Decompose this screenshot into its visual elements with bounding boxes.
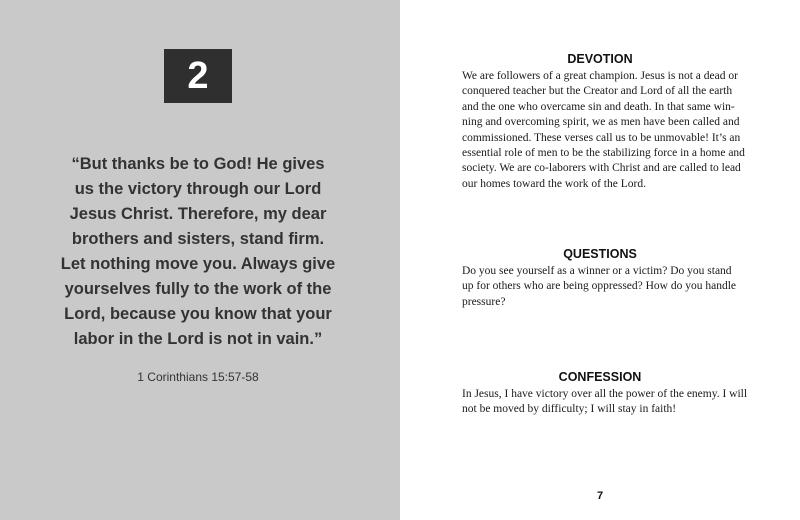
right-page xyxy=(400,0,800,520)
questions-body xyxy=(462,264,756,310)
quote-line: Jesus Christ. Therefore, my dear xyxy=(69,205,327,223)
quote-line: “But thanks be to God! He gives xyxy=(71,155,325,173)
scripture-citation: 1 Corinthians 15:57-58 xyxy=(137,370,259,384)
devotion-line: commissioned. These verses call us to be unmovable! It’s an xyxy=(462,131,741,144)
day-number-badge: 2 xyxy=(164,49,232,103)
devotion-body xyxy=(462,69,756,192)
devotion-line: and the one who overcame sin and death. In that same win- xyxy=(462,100,735,113)
questions-line: pressure? xyxy=(462,295,506,308)
quote-line: Lord, because you know that your xyxy=(64,305,332,323)
questions-heading: QUESTIONS xyxy=(563,247,637,261)
devotion-line: ning and overcoming spirit, we as men have been called and xyxy=(462,116,740,129)
confession-line: In Jesus, I have victory over all the power of the enemy. I will xyxy=(462,388,748,400)
page-number: 7 xyxy=(596,490,604,502)
quote-line: labor in the Lord is not in vain.” xyxy=(73,330,323,348)
questions-line: Do you see yourself as a winner or a victim? Do you stand xyxy=(462,265,732,277)
confession-body xyxy=(462,387,756,418)
devotion-line: society. We are co-laborers with Christ and are called to lead xyxy=(462,162,741,175)
quote-line: Let nothing move you. Always give xyxy=(60,255,336,273)
devotion-line: our homes toward the work of the Lord. xyxy=(462,177,646,190)
devotion-heading: DEVOTION xyxy=(567,52,633,66)
confession-line: not be moved by difficulty; I will stay in faith! xyxy=(462,403,677,416)
confession-heading: CONFESSION xyxy=(558,370,642,384)
scripture-quote xyxy=(40,152,356,352)
devotion-line: conquered teacher but the Creator and Lord of all the earth xyxy=(462,85,733,98)
quote-line: yourselves fully to the work of the xyxy=(64,280,332,298)
quote-line: brothers and sisters, stand firm. xyxy=(71,230,325,248)
quote-line: us the victory through our Lord xyxy=(74,180,322,198)
devotion-line: We are followers of a great champion. Jesus is not a dead or xyxy=(462,70,738,82)
questions-line: up for others who are being oppressed? How do you handle xyxy=(462,280,737,293)
devotion-line: essential role of men to be the stabilizing force in a home and xyxy=(462,147,745,160)
